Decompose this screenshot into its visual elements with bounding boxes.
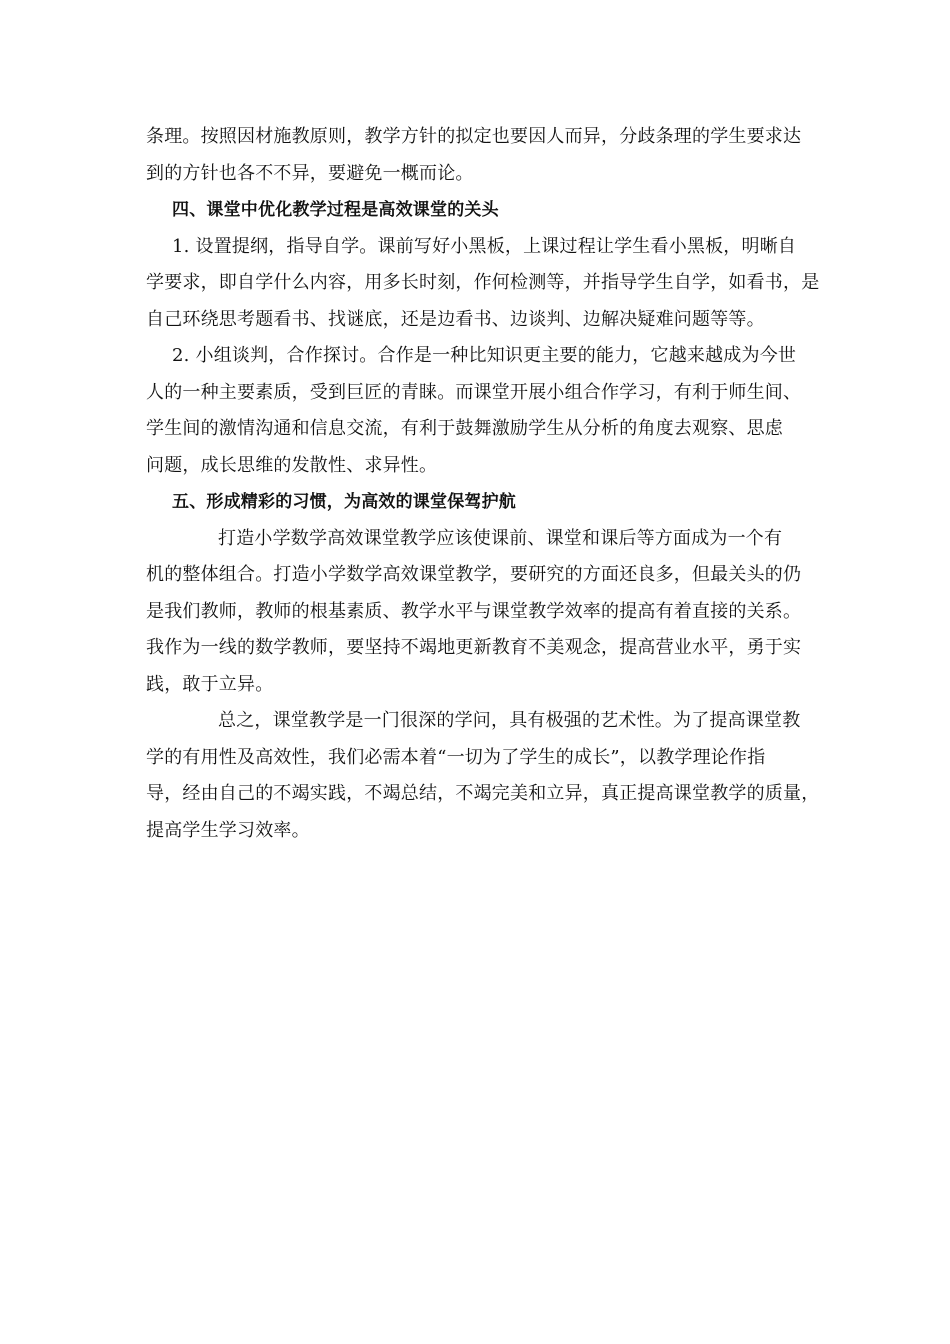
paragraph-line: 导，经由自己的不竭实践，不竭总结，不竭完美和立异，真正提高课堂教学的质量，	[146, 783, 820, 804]
paragraph-line: 到的方针也各不不异，要避免一概而论。	[146, 162, 474, 184]
paragraph-line: 是我们教师，教师的根基素质、教学水平与课堂教学效率的提高有着直接的关系。	[146, 600, 802, 622]
paragraph-line: 问题，成长思维的发散性、求异性。	[146, 454, 438, 476]
paragraph-line: 学的有用性及高效性，我们必需本着“一切为了学生的成长”，以教学理论作指	[146, 746, 766, 768]
section-heading-4: 四、课堂中优化教学过程是高效课堂的关头	[172, 200, 499, 220]
paragraph-line: 总之，课堂教学是一门很深的学问，具有极强的艺术性。为了提高课堂教	[218, 710, 801, 731]
paragraph-line: 学要求，即自学什么内容，用多长时刻，作何检测等，并指导学生自学，如看书，是	[146, 272, 820, 293]
paragraph-line: 自己环绕思考题看书、找谜底，还是边看书、边谈判、边解决疑难问题等等。	[146, 308, 765, 330]
paragraph-line: 1. 设置提纲，指导自学。课前写好小黑板，上课过程让学生看小黑板，明晰自	[172, 235, 797, 257]
paragraph-line: 打造小学数学高效课堂教学应该使课前、课堂和课后等方面成为一个有	[218, 527, 783, 549]
paragraph-line: 机的整体组合。打造小学数学高效课堂教学，要研究的方面还良多，但最关头的仍	[146, 564, 802, 585]
paragraph-line: 条理。按照因材施教原则，教学方针的拟定也要因人而异，分歧条理的学生要求达	[146, 126, 802, 147]
paragraph-line: 学生间的激情沟通和信息交流，有利于鼓舞激励学生从分析的角度去观察、思虑	[146, 418, 783, 439]
document-body	[146, 119, 818, 849]
paragraph-line: 2. 小组谈判，合作探讨。合作是一种比知识更主要的能力，它越来越成为今世	[172, 345, 797, 366]
paragraph-line: 践，敢于立异。	[146, 673, 274, 695]
paragraph-line: 我作为一线的数学教师，要坚持不竭地更新教育不美观念，提高营业水平，勇于实	[146, 637, 802, 658]
paragraph-line: 人的一种主要素质，受到巨匠的青睐。而课堂开展小组合作学习，有利于师生间、	[146, 381, 802, 403]
section-heading-5: 五、形成精彩的习惯，为高效的课堂保驾护航	[172, 492, 516, 512]
paragraph-line: 提高学生学习效率。	[146, 819, 310, 841]
